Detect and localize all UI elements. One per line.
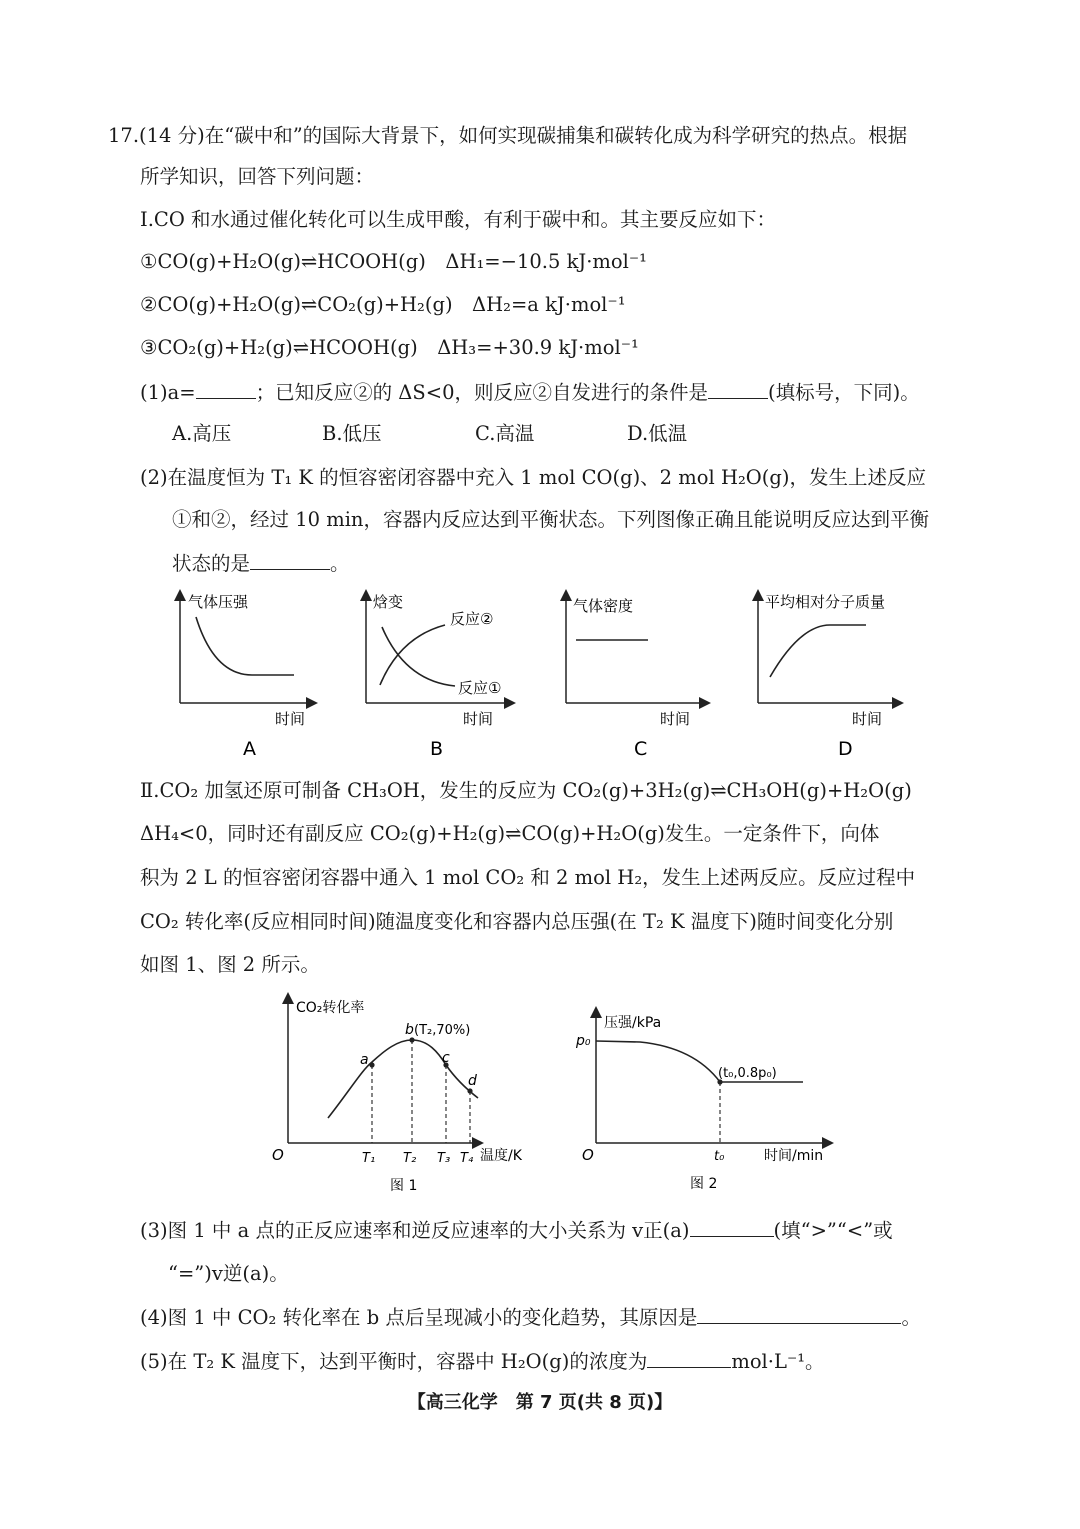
graph-c-ylabel: 气体密度 xyxy=(573,597,634,615)
q4-blank[interactable] xyxy=(697,1305,901,1324)
fig2-xlabel: 时间/min xyxy=(764,1148,824,1164)
part1-intro: Ⅰ.CO 和水通过催化转化可以生成甲酸，有利于碳中和。其主要反应如下： xyxy=(140,208,777,231)
reaction-1: ①CO(g)+H₂O(g)⇌HCOOH(g) ΔH₁=−10.5 kJ·mol⁻¹ xyxy=(140,250,647,273)
figure-2 xyxy=(575,1012,828,1192)
graph-c-letter: C xyxy=(634,738,648,760)
figures xyxy=(0,990,1080,1200)
q1-text-b: ；已知反应②的 ΔS<0，则反应②自发进行的条件是 xyxy=(255,381,708,404)
q2-line2: ①和②，经过 10 min，容器内反应达到平衡状态。下列图像正确且能说明反应达到平衡 xyxy=(172,508,929,531)
part2-line1: Ⅱ.CO₂ 加氢还原可制备 CH₃OH，发生的反应为 CO₂(g)+3H₂(g)⇌CH₃OH(g)+H₂O(g) xyxy=(140,779,912,802)
graph-b-ylabel: 焓变 xyxy=(373,593,404,611)
q5-line xyxy=(140,1349,825,1374)
q2-line1: (2)在温度恒为 T₁ K 的恒容密闭容器中充入 1 mol CO(g)、2 mol H₂O(g)，发生上述反应 xyxy=(140,466,926,489)
fig2-y-tick: p₀ xyxy=(576,1033,591,1049)
q5-text: (5)在 T₂ K 温度下，达到平衡时，容器中 H₂O(g)的浓度为 xyxy=(140,1350,648,1373)
fig1-label-c: c xyxy=(442,1050,450,1066)
q2-blank[interactable] xyxy=(250,551,330,570)
fig2-origin: O xyxy=(582,1146,594,1164)
figure-1 xyxy=(272,998,523,1194)
graph-b-label-top: 反应② xyxy=(450,610,494,628)
q1-line xyxy=(140,380,920,405)
q2-end: 。 xyxy=(330,552,350,575)
fig1-label-a: a xyxy=(360,1052,369,1068)
graph-b-letter: B xyxy=(430,738,444,760)
fig2-ylabel: 压强/kPa xyxy=(604,1015,662,1031)
q1-blank-b[interactable] xyxy=(708,380,768,399)
q1-option-c: C.高温 xyxy=(475,422,535,445)
q4-text: (4)图 1 中 CO₂ 转化率在 b 点后呈现减小的变化趋势，其原因是 xyxy=(140,1306,698,1329)
q3-line2: “=”)v逆(a)。 xyxy=(168,1262,289,1285)
fig1-label-b: b xyxy=(405,1022,414,1038)
graph-a-letter: A xyxy=(243,738,256,760)
q1-text-c: (填标号，下同)。 xyxy=(767,381,920,404)
fig1-tick-t2: T₂ xyxy=(403,1151,417,1166)
fig1-peak-label: (T₂,70%) xyxy=(414,1023,471,1038)
part2-line2: ΔH₄<0，同时还有副反应 CO₂(g)+H₂(g)⇌CO(g)+H₂O(g)发生。一定条件下，向体 xyxy=(140,822,880,845)
fig2-caption: 图 2 xyxy=(690,1176,718,1192)
graph-b-xlabel: 时间 xyxy=(463,710,494,728)
fig2-x-tick: t₀ xyxy=(714,1149,725,1164)
part2-line3: 积为 2 L 的恒容密闭容器中通入 1 mol CO₂ 和 2 mol H₂，发生上述两反应。反应过程中 xyxy=(140,866,916,889)
fig1-tick-t4: T₄ xyxy=(460,1151,474,1166)
graph-a-curve xyxy=(196,617,294,675)
graph-c-xlabel: 时间 xyxy=(660,710,691,728)
fig1-tick-t3: T₃ xyxy=(437,1151,451,1166)
question-header: 17.(14 分)在“碳中和”的国际大背景下，如何实现碳捕集和碳转化成为科学研究的热点。根据 xyxy=(108,124,908,147)
graph-c xyxy=(566,595,705,760)
q1-text-a: (1)a= xyxy=(140,381,196,404)
reaction-3: ③CO₂(g)+H₂(g)⇌HCOOH(g) ΔH₃=+30.9 kJ·mol⁻¹ xyxy=(140,336,639,359)
graph-b-curve-2 xyxy=(380,625,445,685)
q5-blank[interactable] xyxy=(647,1349,731,1368)
graph-a xyxy=(180,593,312,760)
fig1-caption: 图 1 xyxy=(390,1178,418,1194)
q4-line xyxy=(140,1305,921,1330)
q1-option-a: A.高压 xyxy=(172,422,232,445)
q2-line3-text: 状态的是 xyxy=(172,552,251,575)
graph-d-ylabel: 平均相对分子质量 xyxy=(765,593,886,611)
part2-line4: CO₂ 转化率(反应相同时间)随温度变化和容器内总压强(在 T₂ K 温度下)随时间变化分别 xyxy=(140,910,894,933)
q3-text-a: (3)图 1 中 a 点的正反应速率和逆反应速率的大小关系为 v正(a) xyxy=(140,1219,690,1242)
q3-blank[interactable] xyxy=(690,1218,774,1237)
q3-line1 xyxy=(140,1218,893,1243)
graph-a-xlabel: 时间 xyxy=(275,710,306,728)
q1-option-b: B.低压 xyxy=(322,422,382,445)
fig1-point-a xyxy=(369,1062,374,1067)
q5-unit: mol·L⁻¹。 xyxy=(731,1350,825,1373)
graph-d-curve xyxy=(770,625,866,677)
small-graphs xyxy=(0,585,1080,770)
fig1-label-d: d xyxy=(468,1073,477,1089)
graph-a-ylabel: 气体压强 xyxy=(188,593,249,611)
fig1-point-b xyxy=(409,1037,414,1042)
graph-b-label-bottom: 反应① xyxy=(458,679,502,697)
reaction-2: ②CO(g)+H₂O(g)⇌CO₂(g)+H₂(g) ΔH₂=a kJ·mol⁻¹ xyxy=(140,293,626,316)
q1-option-d: D.低温 xyxy=(627,422,688,445)
q1-blank-a[interactable] xyxy=(196,380,256,399)
fig1-xlabel: 温度/K xyxy=(480,1148,522,1164)
graph-d-xlabel: 时间 xyxy=(852,710,883,728)
fig1-curve xyxy=(328,1040,478,1118)
fig1-tick-t1: T₁ xyxy=(362,1151,376,1166)
graph-d xyxy=(758,593,898,760)
fig1-ylabel: CO₂转化率 xyxy=(296,1000,365,1016)
graph-b xyxy=(366,593,510,760)
page-footer: 【高三化学 第 7 页(共 8 页)】 xyxy=(407,1392,673,1413)
fig1-origin: O xyxy=(272,1146,284,1164)
graph-d-letter: D xyxy=(838,738,853,760)
q3-text-b: (填“>”“<”或 xyxy=(773,1219,893,1242)
fig1-point-d xyxy=(467,1088,472,1093)
question-header-cont: 所学知识，回答下列问题： xyxy=(140,165,375,188)
fig2-point-label: (t₀,0.8p₀) xyxy=(718,1066,777,1081)
part2-line5: 如图 1、图 2 所示。 xyxy=(140,953,320,976)
q4-end: 。 xyxy=(901,1306,921,1329)
q2-line3 xyxy=(172,551,350,576)
